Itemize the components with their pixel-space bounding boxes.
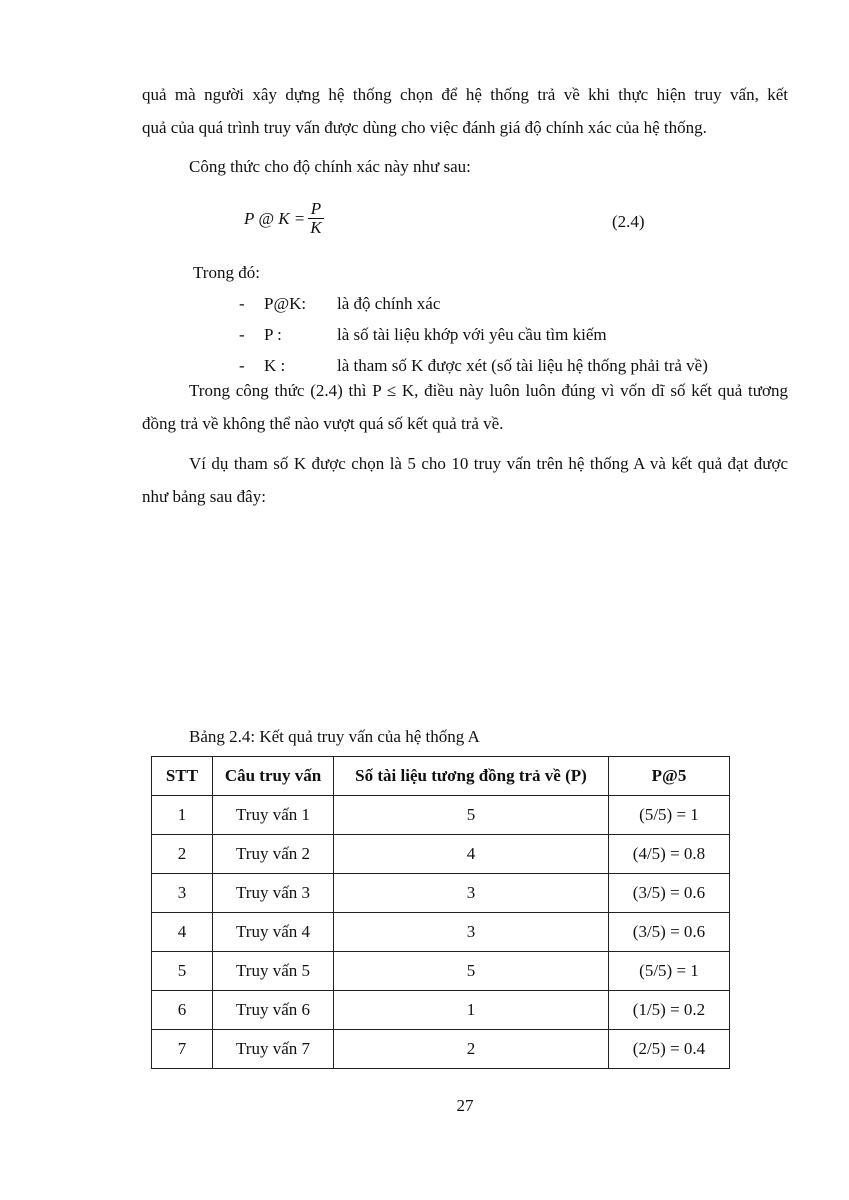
table-row	[152, 991, 730, 1030]
cell-query: Truy vấn 3	[213, 874, 334, 913]
precision-formula	[244, 200, 324, 237]
list-dash: -	[239, 293, 245, 313]
cell-relevant: 5	[334, 952, 609, 991]
table-row	[152, 796, 730, 835]
cell-stt: 4	[152, 913, 213, 952]
cell-query: Truy vấn 2	[213, 835, 334, 874]
cell-stt: 2	[152, 835, 213, 874]
table-header-row	[152, 757, 730, 796]
definition-list	[239, 288, 708, 381]
formula-denominator: K	[310, 218, 322, 237]
cell-precision: (5/5) = 1	[609, 952, 730, 991]
list-item	[239, 288, 708, 319]
cell-relevant: 3	[334, 874, 609, 913]
results-table	[151, 756, 730, 1069]
definition-term: P :	[264, 324, 282, 344]
formula-fraction	[308, 200, 323, 237]
header-stt: STT	[152, 757, 213, 796]
cell-precision: (1/5) = 0.2	[609, 991, 730, 1030]
cell-query: Truy vấn 1	[213, 796, 334, 835]
cell-query: Truy vấn 4	[213, 913, 334, 952]
header-relevant-count: Số tài liệu tương đồng trả về (P)	[334, 757, 609, 796]
page-number: 27	[456, 1096, 474, 1115]
header-query: Câu truy vấn	[213, 757, 334, 796]
cell-query: Truy vấn 5	[213, 952, 334, 991]
paragraph-line-1: quả mà người xây dựng hệ thống chọn để hệ thống trả về khi thực hiện truy vấn, kết	[142, 85, 788, 104]
cell-query: Truy vấn 7	[213, 1030, 334, 1069]
cell-relevant: 4	[334, 835, 609, 874]
list-dash: -	[239, 355, 245, 375]
paragraph-constraint: Trong công thức (2.4) thì P ≤ K, điều này luôn luôn đúng vì vốn dĩ số kết quả tương đồng trả về không thể nào vượt quá số kết quả trả về.	[142, 381, 788, 433]
cell-relevant: 3	[334, 913, 609, 952]
table-row	[152, 913, 730, 952]
list-item	[239, 319, 708, 350]
header-precision: P@5	[609, 757, 730, 796]
paragraph-line-2: quả của quá trình truy vấn được dùng cho việc đánh giá độ chính xác của hệ thống.	[142, 118, 707, 137]
cell-stt: 7	[152, 1030, 213, 1069]
cell-precision: (5/5) = 1	[609, 796, 730, 835]
equation-number: (2.4)	[612, 212, 645, 231]
list-dash: -	[239, 324, 245, 344]
cell-relevant: 5	[334, 796, 609, 835]
table-row	[152, 835, 730, 874]
definition-desc: là độ chính xác	[337, 293, 441, 313]
cell-precision: (4/5) = 0.8	[609, 835, 730, 874]
cell-stt: 5	[152, 952, 213, 991]
table-row	[152, 952, 730, 991]
definition-desc: là tham số K được xét (số tài liệu hệ thống phải trả về)	[337, 355, 708, 375]
table-row	[152, 1030, 730, 1069]
formula-intro: Công thức cho độ chính xác này như sau:	[189, 157, 471, 176]
paragraph-example: Ví dụ tham số K được chọn là 5 cho 10 truy vấn trên hệ thống A và kết quả đạt được như bảng sau đây:	[142, 454, 788, 506]
formula-lhs: P @ K =	[244, 208, 306, 228]
formula-numerator: P	[310, 199, 322, 218]
definition-desc: là số tài liệu khớp với yêu cầu tìm kiếm	[337, 324, 607, 344]
cell-relevant: 1	[334, 991, 609, 1030]
cell-relevant: 2	[334, 1030, 609, 1069]
cell-stt: 3	[152, 874, 213, 913]
table-caption: Bảng 2.4: Kết quả truy vấn của hệ thống A	[189, 727, 480, 746]
table-row	[152, 874, 730, 913]
cell-stt: 6	[152, 991, 213, 1030]
cell-precision: (2/5) = 0.4	[609, 1030, 730, 1069]
cell-stt: 1	[152, 796, 213, 835]
cell-precision: (3/5) = 0.6	[609, 874, 730, 913]
cell-precision: (3/5) = 0.6	[609, 913, 730, 952]
where-label: Trong đó:	[193, 263, 260, 282]
definition-term: K :	[264, 355, 286, 375]
cell-query: Truy vấn 6	[213, 991, 334, 1030]
definition-term: P@K:	[264, 293, 307, 313]
